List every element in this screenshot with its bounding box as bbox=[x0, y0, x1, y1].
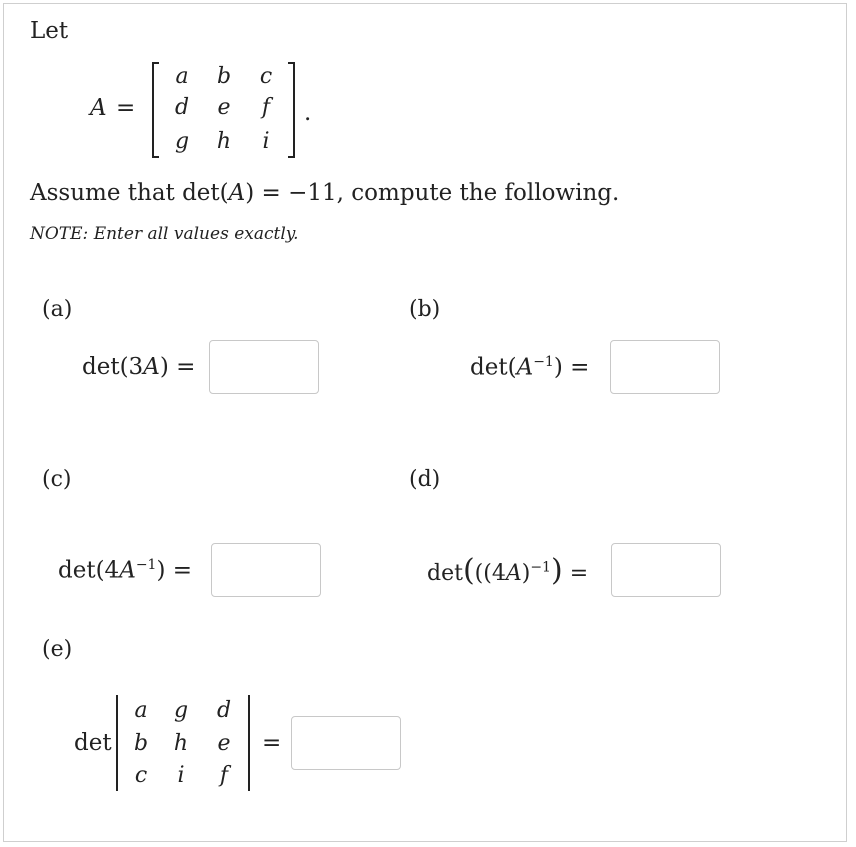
det-bar-right bbox=[248, 695, 250, 791]
det-cell: d bbox=[216, 698, 232, 723]
det-cell: i bbox=[177, 763, 185, 788]
matrix-cell: h bbox=[216, 129, 232, 154]
matrix-period: . bbox=[304, 100, 312, 126]
part-e-label: (e) bbox=[42, 637, 73, 662]
part-c-label: (c) bbox=[42, 467, 72, 492]
left-bracket bbox=[152, 62, 154, 158]
part-b-label: (b) bbox=[409, 297, 441, 322]
matrix-cell: g bbox=[174, 129, 190, 154]
intro-text: Let bbox=[30, 18, 69, 44]
part-a-expression: det(3A) = bbox=[82, 354, 196, 380]
matrix-cell: i bbox=[262, 129, 270, 154]
det-equals: = bbox=[262, 730, 282, 756]
matrix-name: A bbox=[90, 95, 107, 121]
part-c-answer-input[interactable] bbox=[211, 543, 321, 597]
matrix-cell: f bbox=[261, 95, 271, 120]
note-text: NOTE: Enter all values exactly. bbox=[30, 224, 299, 244]
matrix-cell: a bbox=[175, 64, 189, 89]
part-d-expression: $\det(((4A)^{-1})$ = bbox=[427, 553, 589, 588]
det-cell: f bbox=[219, 763, 229, 788]
assumption-text: Assume that det(A) = −11, compute the following. bbox=[30, 180, 620, 206]
matrix-cell: e bbox=[217, 95, 231, 120]
part-a-answer-input[interactable] bbox=[209, 340, 319, 394]
matrix-equals: = bbox=[116, 95, 136, 121]
matrix-cell: b bbox=[216, 64, 232, 89]
det-cell: e bbox=[217, 731, 231, 756]
det-cell: a bbox=[134, 698, 148, 723]
part-d-label: (d) bbox=[409, 467, 441, 492]
part-a-label: (a) bbox=[42, 297, 73, 322]
part-b-answer-input[interactable] bbox=[610, 340, 720, 394]
det-label: det bbox=[74, 730, 112, 756]
det-cell: b bbox=[133, 731, 149, 756]
part-c-expression: $\det(4A^{-1})$ = bbox=[58, 557, 193, 584]
matrix-cell: c bbox=[259, 64, 273, 89]
part-e-answer-input[interactable] bbox=[291, 716, 401, 770]
det-cell: g bbox=[173, 698, 189, 723]
right-bracket bbox=[293, 62, 295, 158]
part-b-expression: $\det(A^{-1})$ = bbox=[470, 354, 590, 381]
part-d-answer-input[interactable] bbox=[611, 543, 721, 597]
det-cell: c bbox=[134, 763, 148, 788]
det-bar-left bbox=[116, 695, 118, 791]
det-cell: h bbox=[173, 731, 189, 756]
matrix-cell: d bbox=[174, 95, 190, 120]
